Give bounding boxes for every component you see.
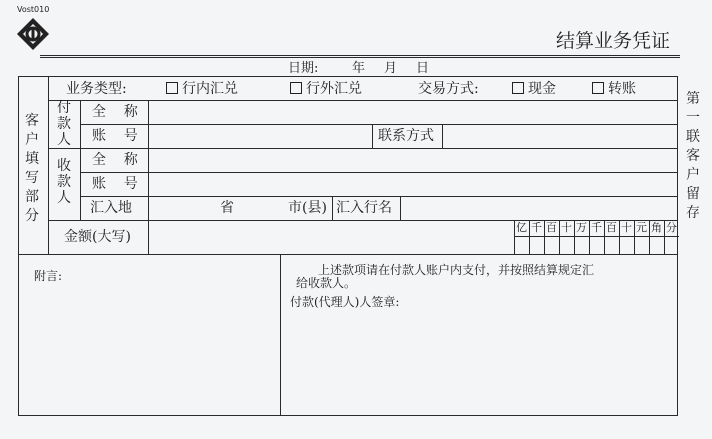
amount-grid-divider bbox=[544, 220, 545, 254]
amount-grid-divider bbox=[529, 220, 530, 254]
remit-place-label: 汇入地 bbox=[90, 200, 132, 216]
amount-unit-cell: 千 bbox=[531, 221, 542, 234]
statement-line: 上述款项请在付款人账户内支付，并按照结算规定汇 bbox=[318, 263, 595, 277]
payee-label: 收款人 bbox=[57, 158, 71, 206]
customer-section-label: 客户填写部分 bbox=[25, 113, 39, 224]
amount-grid-divider bbox=[589, 220, 590, 254]
amount-grid-divider bbox=[604, 220, 605, 254]
amount-unit-cell: 千 bbox=[591, 221, 602, 234]
city-label: 市(县) bbox=[288, 200, 327, 216]
payer-label: 付款人 bbox=[57, 100, 71, 148]
signature-field[interactable] bbox=[284, 312, 676, 412]
payer-fullname-label: 全 称 bbox=[92, 104, 138, 120]
memo-label: 附言: bbox=[34, 269, 63, 283]
amount-unit-cell: 元 bbox=[636, 221, 647, 234]
payee-fullname-field[interactable] bbox=[150, 149, 677, 172]
remit-bank-label: 汇入行名 bbox=[336, 200, 392, 216]
amount-unit-cell: 十 bbox=[621, 221, 632, 234]
option-cash[interactable]: 现金 bbox=[512, 82, 556, 96]
signature-label: 付款(代理人)人签章: bbox=[290, 295, 400, 309]
payment-statement bbox=[296, 264, 666, 290]
amount-unit-cell: 百 bbox=[606, 221, 617, 234]
date-year: 年 bbox=[352, 61, 366, 76]
payer-account-label: 账 号 bbox=[92, 128, 138, 144]
copy-note: 第一联客户留存 bbox=[686, 91, 700, 221]
amount-unit-cell: 亿 bbox=[516, 221, 527, 234]
amount-digit-grid[interactable] bbox=[514, 220, 679, 254]
date-day: 日 bbox=[416, 61, 430, 76]
amount-unit-cell: 分 bbox=[666, 221, 677, 234]
date-label: 日期: bbox=[288, 61, 319, 76]
payee-fullname-label: 全 称 bbox=[92, 152, 138, 168]
option-internal-remit[interactable]: 行内汇兑 bbox=[166, 82, 238, 96]
statement-line: 给收款人。 bbox=[296, 276, 357, 290]
amount-grid-divider bbox=[619, 220, 620, 254]
checkbox-icon[interactable] bbox=[166, 82, 178, 94]
bank-logo bbox=[12, 6, 62, 54]
checkbox-icon[interactable] bbox=[512, 82, 524, 94]
amount-grid-divider bbox=[664, 220, 665, 254]
bank-seal-icon bbox=[16, 17, 50, 51]
checkbox-icon[interactable] bbox=[592, 82, 604, 94]
option-external-remit[interactable]: 行外汇兑 bbox=[290, 82, 362, 96]
payee-account-field[interactable] bbox=[150, 173, 677, 196]
date-month: 月 bbox=[384, 61, 398, 76]
amount-unit-cell: 十 bbox=[561, 221, 572, 234]
business-type-label: 业务类型: bbox=[66, 81, 127, 97]
amount-grid-divider bbox=[649, 220, 650, 254]
payee-account-label: 账 号 bbox=[92, 176, 138, 192]
voucher-title: 结算业务凭证 bbox=[556, 30, 671, 52]
amount-grid-divider bbox=[574, 220, 575, 254]
remit-bank-field[interactable] bbox=[402, 197, 677, 220]
amount-unit-cell: 百 bbox=[546, 221, 557, 234]
amount-grid-divider bbox=[559, 220, 560, 254]
payer-contact-field[interactable] bbox=[444, 125, 677, 148]
payer-fullname-field[interactable] bbox=[150, 101, 677, 124]
checkbox-icon[interactable] bbox=[290, 82, 302, 94]
payer-contact-label: 联系方式 bbox=[378, 128, 434, 144]
amount-words-field[interactable] bbox=[150, 221, 514, 254]
amount-unit-cell: 万 bbox=[576, 221, 587, 234]
payer-account-field[interactable] bbox=[150, 125, 371, 148]
trade-method-label: 交易方式: bbox=[418, 81, 479, 97]
option-transfer[interactable]: 转账 bbox=[592, 82, 636, 96]
amount-unit-cell: 角 bbox=[651, 221, 662, 234]
logo-code: Vost010 bbox=[17, 5, 50, 14]
amount-grid-divider bbox=[634, 220, 635, 254]
memo-field[interactable] bbox=[20, 262, 278, 412]
province-label: 省 bbox=[220, 200, 234, 216]
amount-label: 金额(大写) bbox=[64, 229, 131, 245]
